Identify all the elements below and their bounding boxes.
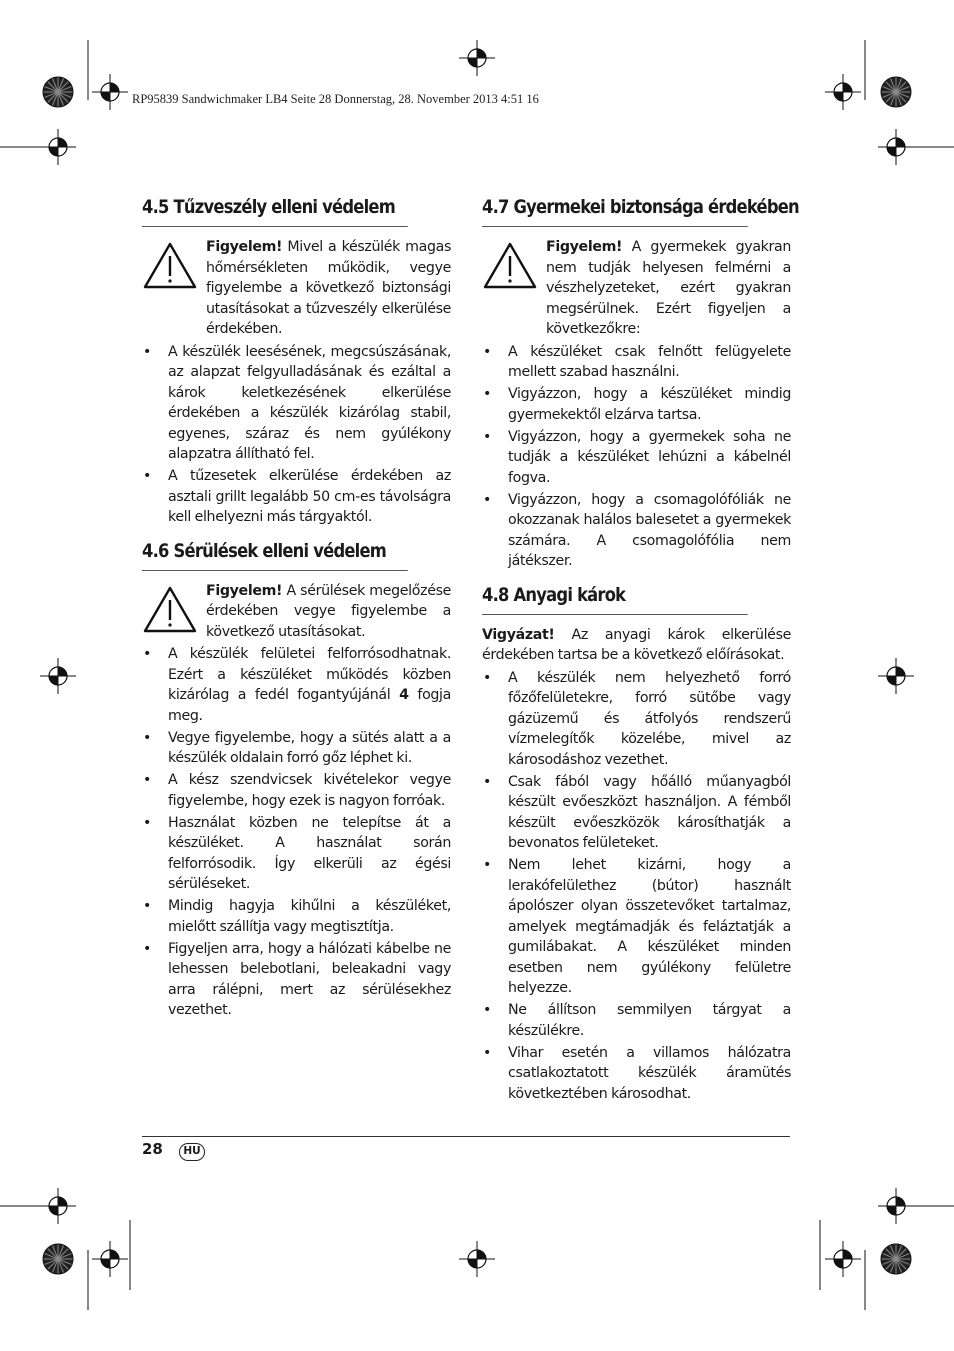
language-badge: HU [179,1143,205,1161]
warning-triangle-icon [142,585,198,635]
list-item [142,644,451,726]
right-column [482,196,799,1106]
warning-text [546,237,791,340]
list-item: • Figyeljen arra, hogy a hálózati kábelbe ne lehessen belebotlani, beleakadni vagy arra rálépni, mert az sérülésekhez vezethet. [142,939,451,1021]
list-item: • A készülék leesésének, megcsúszásának, az alapzat felgyulladásának és ezáltal a károk keletkezésének elkerülése érdekében a készülék kizárólag stabil, egyenes, száraz és nem gyúlékony alapzatra állítható fel. [142,342,451,465]
section-4-8-heading: 4.8 Anyagi károk [482,584,748,615]
list-item: • Mindig hagyja kihűlni a készüléket, mielőtt szállítja vagy megtisztítja. [142,896,451,937]
print-slug-line: RP95839 Sandwichmaker LB4 Seite 28 Donnerstag, 28. November 2013 4:51 16 [132,92,539,106]
list-item: • A tűzesetek elkerülése érdekében az asztali grillt legalább 50 cm-es távolságra kell elhelyezni más tárgyaktól. [142,466,451,528]
page-number: 28 [142,1140,163,1158]
list-item: • Vihar esetén a villamos hálózatra csatlakoztatott készülék áramütés következtében károsodhat. [482,1043,791,1105]
warning-lead: Figyelem! [206,239,283,255]
bullet-list-4-8 [482,668,791,1105]
warning-text [206,237,451,340]
list-item: • Ne állítson semmilyen tárgyat a készülékre. [482,1000,791,1041]
warning-block-4-7 [482,237,791,340]
warning-block-4-6 [142,581,451,643]
list-item: • Vigyázzon, hogy a csomagolófóliák ne okozzanak halálos balesetet a gyermekek számára. A csomagolófólia nem játékszer. [482,490,791,572]
warning-triangle-icon [482,241,538,291]
list-item-text: fogja meg. [168,687,451,724]
list-item: • A készüléket csak felnőtt felügyelete mellett szabad használni. [482,342,791,383]
part-number: 4 [399,687,409,703]
caution-body: Az anyagi károk elkerülése érdekében tartsa be a következő előírásokat. [482,626,791,663]
caution-text [482,625,791,666]
footer-divider [142,1136,790,1137]
section-4-7-heading: 4.7 Gyermekei biztonsága érdekében [482,196,748,227]
list-item: • Vegye figyelembe, hogy a sütés alatt a a készülék oldalain forró gőz léphet ki. [142,728,451,769]
caution-lead: Vigyázat! [482,626,555,643]
list-item: • Vigyázzon, hogy a gyermekek soha ne tudják a készüléket lehúzni a kábelnél fogva. [482,427,791,489]
warning-text [206,581,451,643]
warning-block-4-5 [142,237,451,340]
warning-body: Mivel a készülék magas hőmérsékleten működik, vegye figyelembe a következő biztonsági utasításokat a tűzveszély elkerülése érdekében. [206,239,451,337]
warning-lead: Figyelem! [546,239,623,255]
bullet-list-4-7 [482,342,791,572]
warning-body: A sérülések megelőzése érdekében vegye figyelembe a következő utasításokat. [206,582,451,640]
list-item: • Használat közben ne telepítse át a készüléket. A használat során felforrósodik. Így elkerüli az égési sérüléseket. [142,813,451,895]
warning-lead: Figyelem! [206,582,283,599]
warning-triangle-icon [142,241,198,291]
list-item: • Vigyázzon, hogy a készüléket mindig gyermekektől elzárva tartsa. [482,384,791,425]
list-item-text: A készülék felületei felforrósodhatnak. Ezért a készüléket működés közben kizárólag a fedél fogantyújánál [168,646,451,703]
section-4-6-heading: 4.6 Sérülések elleni védelem [142,540,408,571]
list-item: • A kész szendvicsek kivételekor vegye figyelembe, hogy ezek is nagyon forróak. [142,770,451,811]
list-item: • Csak fából vagy hőálló műanyagból készült evőeszközt használjon. A fémből készült evőeszközök károsíthatják a bevonatos felületeket. [482,772,791,854]
list-item: • A készülék nem helyezhető forró főzőfelületekre, forró sütőbe vagy gázüzemű és átfolyós rendszerű vízmelegítők közelébe, mivel az károsodáshoz vezethet. [482,668,791,771]
bullet-list-4-5 [142,342,451,528]
left-column [142,196,451,1022]
section-4-5-heading: 4.5 Tűzveszély elleni védelem [142,196,408,227]
list-item: • Nem lehet kizárni, hogy a lerakófelülethez (bútor) használt ápolószer olyan összetevőket tartalmaz, amelyek megtámadják és feláztatják a gumilábakat. A készüléket minden esetben nem gyúlékony felületre helyezze. [482,855,791,999]
warning-body: A gyermekek gyakran nem tudják helyesen felmérni a vészhelyzeteket, ezért gyakran megsérülnek. Ezért figyeljen a következőkre: [546,239,791,337]
bullet-list-4-6 [142,644,451,1021]
